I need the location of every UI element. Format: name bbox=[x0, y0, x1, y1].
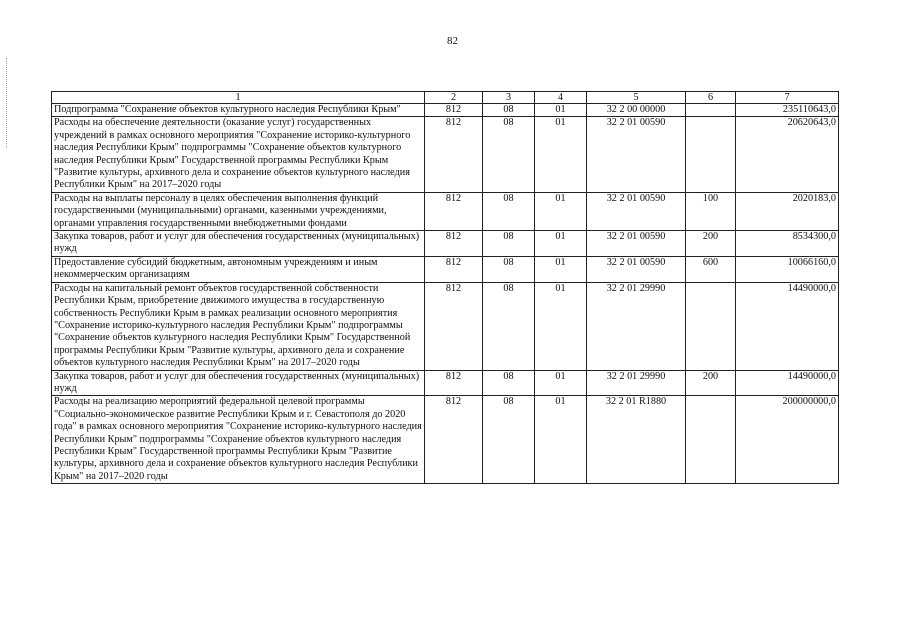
ministry-code: 812 bbox=[425, 117, 483, 192]
row-name: Закупка товаров, работ и услуг для обеспечения государственных (муниципальных) нужд bbox=[52, 370, 425, 396]
section-code: 08 bbox=[483, 192, 535, 230]
target-article: 32 2 01 00590 bbox=[587, 231, 686, 257]
expense-type bbox=[686, 396, 736, 484]
row-name: Расходы на реализацию мероприятий федеральной целевой программы "Социально-экономическое развитие Республики Крым и г. Севастополя до 2020 года" в рамках основного мероприятия "Сохранение историко-культурного наследия Республики Крым" подпрограммы "Сохранение объектов культурного наследия Республики Крым" Государственной программы Республики Крым "Развитие культуры, архивного дела и сохранение объектов культурного наследия Республики Крым" на 2017–2020 годы bbox=[52, 396, 425, 484]
subsection-code: 01 bbox=[535, 192, 587, 230]
target-article: 32 2 01 R1880 bbox=[587, 396, 686, 484]
subsection-code: 01 bbox=[535, 117, 587, 192]
margin-marks bbox=[6, 58, 9, 148]
section-code: 08 bbox=[483, 231, 535, 257]
subsection-code: 01 bbox=[535, 396, 587, 484]
subsection-code: 01 bbox=[535, 370, 587, 396]
table-row bbox=[52, 370, 839, 396]
amount: 200000000,0 bbox=[736, 396, 839, 484]
subsection-code: 01 bbox=[535, 104, 587, 117]
expense-type: 200 bbox=[686, 370, 736, 396]
amount: 2020183,0 bbox=[736, 192, 839, 230]
target-article: 32 2 01 29990 bbox=[587, 370, 686, 396]
expense-type bbox=[686, 117, 736, 192]
amount: 14490000,0 bbox=[736, 282, 839, 370]
expense-type: 600 bbox=[686, 256, 736, 282]
budget-table bbox=[51, 91, 839, 484]
expense-type bbox=[686, 104, 736, 117]
header-cell: 6 bbox=[686, 92, 736, 104]
ministry-code: 812 bbox=[425, 192, 483, 230]
header-cell: 4 bbox=[535, 92, 587, 104]
section-code: 08 bbox=[483, 256, 535, 282]
target-article: 32 2 01 00590 bbox=[587, 117, 686, 192]
table-row bbox=[52, 117, 839, 192]
table-row bbox=[52, 256, 839, 282]
subsection-code: 01 bbox=[535, 256, 587, 282]
header-cell: 5 bbox=[587, 92, 686, 104]
header-cell: 3 bbox=[483, 92, 535, 104]
ministry-code: 812 bbox=[425, 256, 483, 282]
table-header-row bbox=[52, 92, 839, 104]
header-cell: 1 bbox=[52, 92, 425, 104]
amount: 235110643,0 bbox=[736, 104, 839, 117]
target-article: 32 2 01 29990 bbox=[587, 282, 686, 370]
row-name: Расходы на капитальный ремонт объектов государственной собственности Республики Крым, приобретение движимого имущества в государственную собственность Республики Крым в рамках реализации основного мероприятия "Сохранение историко-культурного наследия Республики Крым" подпрограммы "Сохранение объектов культурного наследия Республики Крым" Государственной программы Республики Крым "Развитие культуры, архивного дела и сохранение объектов культурного наследия Республики Крым" на 2017–2020 годы bbox=[52, 282, 425, 370]
section-code: 08 bbox=[483, 282, 535, 370]
ministry-code: 812 bbox=[425, 104, 483, 117]
row-name: Предоставление субсидий бюджетным, автономным учреждениям и иным некоммерческим организациям bbox=[52, 256, 425, 282]
ministry-code: 812 bbox=[425, 231, 483, 257]
subsection-code: 01 bbox=[535, 231, 587, 257]
header-cell: 7 bbox=[736, 92, 839, 104]
section-code: 08 bbox=[483, 396, 535, 484]
row-name: Подпрограмма "Сохранение объектов культурного наследия Республики Крым" bbox=[52, 104, 425, 117]
row-name: Расходы на обеспечение деятельности (оказание услуг) государственных учреждений в рамках основного мероприятия "Сохранение историко-культурного наследия Республики Крым" подпрограммы "Сохранение объектов культурного наследия Республики Крым" Государственной программы Республики Крым "Развитие культуры, архивного дела и сохранение объектов культурного наследия Республики Крым" на 2017–2020 годы bbox=[52, 117, 425, 192]
target-article: 32 2 01 00590 bbox=[587, 256, 686, 282]
table-row bbox=[52, 192, 839, 230]
section-code: 08 bbox=[483, 370, 535, 396]
amount: 14490000,0 bbox=[736, 370, 839, 396]
expense-type bbox=[686, 282, 736, 370]
expense-type: 100 bbox=[686, 192, 736, 230]
ministry-code: 812 bbox=[425, 396, 483, 484]
table-row bbox=[52, 231, 839, 257]
expense-type: 200 bbox=[686, 231, 736, 257]
table-row bbox=[52, 282, 839, 370]
ministry-code: 812 bbox=[425, 282, 483, 370]
amount: 10066160,0 bbox=[736, 256, 839, 282]
page-number: 82 bbox=[447, 35, 458, 47]
target-article: 32 2 00 00000 bbox=[587, 104, 686, 117]
subsection-code: 01 bbox=[535, 282, 587, 370]
section-code: 08 bbox=[483, 117, 535, 192]
table-row bbox=[52, 396, 839, 484]
row-name: Закупка товаров, работ и услуг для обеспечения государственных (муниципальных) нужд bbox=[52, 231, 425, 257]
row-name: Расходы на выплаты персоналу в целях обеспечения выполнения функций государственными (муниципальными) органами, казенными учреждениями, органами управления государственными внебюджетными фондами bbox=[52, 192, 425, 230]
header-cell: 2 bbox=[425, 92, 483, 104]
amount: 20620643,0 bbox=[736, 117, 839, 192]
section-code: 08 bbox=[483, 104, 535, 117]
amount: 8534300,0 bbox=[736, 231, 839, 257]
target-article: 32 2 01 00590 bbox=[587, 192, 686, 230]
table-row bbox=[52, 104, 839, 117]
ministry-code: 812 bbox=[425, 370, 483, 396]
